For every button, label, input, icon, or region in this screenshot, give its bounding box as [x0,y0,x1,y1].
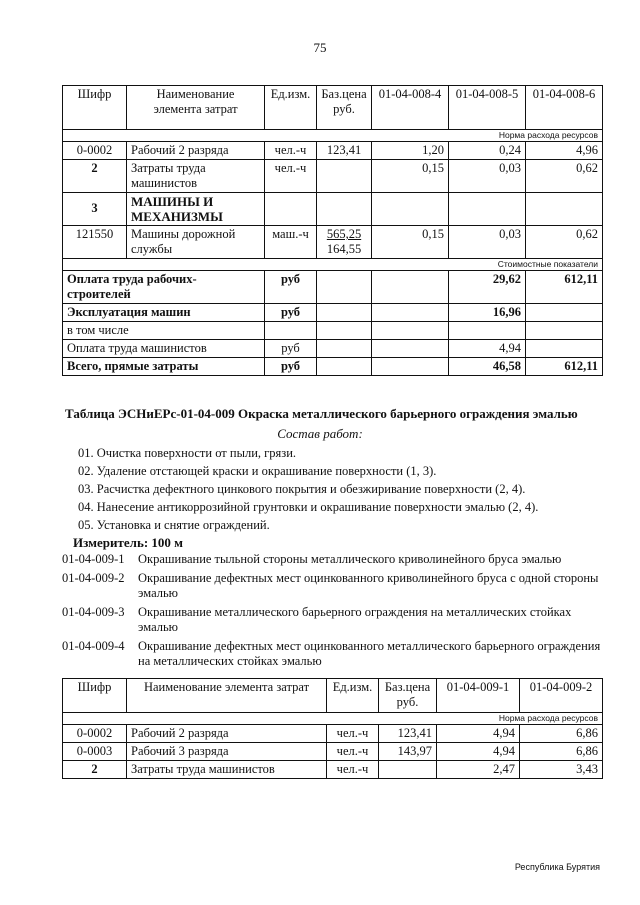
table-row [63,142,603,160]
cost-value-2: 29,62 [449,271,526,304]
row-value-1: 4,94 [437,725,520,743]
list-item: 01. Очистка поверхности от пыли, грязи. [78,446,297,460]
cost-unit: руб [265,271,317,304]
code-description: Окрашивание дефектных мест оцинкованного криволинейного бруса с одной стороны эмалью [138,571,599,600]
cost-row [63,271,603,304]
row-price: 123,41 [379,725,437,743]
section-heading: Таблица ЭСНиЕРс-01-04-009 Окраска металлического барьерного ограждения эмалью [65,406,578,421]
row-price: 123,41 [317,142,372,160]
page-number: 75 [313,40,327,55]
row-code: 121550 [63,226,127,259]
table-row [63,725,603,743]
cost-row [63,340,603,358]
row-value-3: 0,62 [526,160,603,193]
row-name: Машины дорожной службы [127,226,265,259]
header-price: Баз.цена руб. [317,86,372,130]
header-unit: Ед.изм. [327,679,379,713]
header-col2: 01-04-009-2 [520,679,603,713]
header-col2: 01-04-008-5 [449,86,526,130]
header-name: Наименование элемента затрат [127,679,327,713]
row-code: 0-0003 [63,743,127,761]
table-row [63,743,603,761]
machines-code: 3 [63,193,127,226]
row-code: 0-0002 [63,725,127,743]
row-name: Затраты труда машинистов [127,761,327,779]
row-name: Рабочий 2 разряда [127,142,265,160]
row-price [317,226,372,259]
cost-value-3: 612,11 [526,358,603,376]
cost-value-2: 46,58 [449,358,526,376]
row-value-1: 0,15 [372,160,449,193]
cost-unit: руб [265,358,317,376]
footer-region: Республика Бурятия [514,862,600,872]
row-unit: чел.-ч [265,160,317,193]
price-value: 565,25 [326,227,362,241]
header-unit: Ед.изм. [265,86,317,130]
cost-row [63,358,603,376]
code-item [62,571,602,601]
list-item: 03. Расчистка дефектного цинкового покрытия и обезжиривание поверхности (2, 4). [78,482,526,496]
work-list [78,444,538,534]
resource-table-1 [62,85,603,376]
table-row [63,226,603,259]
table-header-row [63,679,603,713]
header-col1: 01-04-008-4 [372,86,449,130]
list-item: 04. Нанесение антикоррозийной грунтовки и окрашивание поверхности эмалью (2, 4). [78,500,539,514]
row-value-3: 0,62 [526,226,603,259]
subheader-row [63,713,603,725]
subheader-resources: Норма расхода ресурсов [63,130,603,142]
row-name: Рабочий 3 разряда [127,743,327,761]
measurer-label: Измеритель: 100 м [73,535,184,550]
header-code: Шифр [63,86,127,130]
code-number: 01-04-009-4 [62,639,125,653]
subheader-resources: Норма расхода ресурсов [63,713,603,725]
subheader-row [63,130,603,142]
cost-row [63,304,603,322]
header-price: Баз.цена руб. [379,679,437,713]
header-col3: 01-04-008-6 [526,86,603,130]
table-header-row [63,86,603,130]
list-item: 02. Удаление отстающей краски и окрашивание поверхности (1, 3). [78,464,437,478]
row-unit: маш.-ч [265,226,317,259]
cost-unit [265,322,317,340]
list-item: 05. Установка и снятие ограждений. [78,518,270,532]
header-name: Наименование элемента затрат [127,86,265,130]
cost-value-3: 612,11 [526,271,603,304]
code-item [62,552,602,567]
subheader-row [63,259,603,271]
section-subtitle: Состав работ: [277,426,363,441]
row-name: Рабочий 2 разряда [127,725,327,743]
cost-unit: руб [265,304,317,322]
row-code: 0-0002 [63,142,127,160]
cost-value-3 [526,304,603,322]
row-unit: чел.-ч [327,725,379,743]
code-item [62,639,602,669]
row-code: 2 [63,761,127,779]
cost-value-3 [526,340,603,358]
cost-value-2 [449,322,526,340]
cost-name: Всего, прямые затраты [63,358,265,376]
row-value-2: 6,86 [520,743,603,761]
row-value-2: 0,03 [449,226,526,259]
row-value-3: 4,96 [526,142,603,160]
header-col1: 01-04-009-1 [437,679,520,713]
cost-name: в том числе [63,322,265,340]
machines-title: МАШИНЫ И МЕХАНИЗМЫ [127,193,265,226]
cost-name: Эксплуатация машин [63,304,265,322]
row-price [379,761,437,779]
code-list [62,552,602,673]
row-value-1: 4,94 [437,743,520,761]
table-row [63,761,603,779]
row-value-1: 0,15 [372,226,449,259]
row-price: 143,97 [379,743,437,761]
cost-name: Оплата труда рабочих-строителей [63,271,265,304]
cost-value-2: 4,94 [449,340,526,358]
row-unit: чел.-ч [327,761,379,779]
row-name: Затраты труда машинистов [127,160,265,193]
row-code: 2 [63,160,127,193]
cost-row [63,322,603,340]
machines-section-row [63,193,603,226]
subheader-cost: Стоимостные показатели [63,259,603,271]
row-value-2: 3,43 [520,761,603,779]
resource-table-2 [62,678,603,779]
row-value-1: 1,20 [372,142,449,160]
code-number: 01-04-009-1 [62,552,125,566]
price-value: 164,55 [326,242,362,256]
header-code: Шифр [63,679,127,713]
row-value-2: 0,24 [449,142,526,160]
cost-name: Оплата труда машинистов [63,340,265,358]
cost-value-3 [526,322,603,340]
row-price [317,160,372,193]
code-number: 01-04-009-3 [62,605,125,619]
code-item [62,605,602,635]
row-value-2: 0,03 [449,160,526,193]
cost-value-2: 16,96 [449,304,526,322]
code-description: Окрашивание тыльной стороны металлического криволинейного бруса эмалью [138,552,562,566]
code-description: Окрашивание дефектных мест оцинкованного металлического барьерного ограждения на металлических стойках эмалью [138,639,601,668]
table-row [63,160,603,193]
row-value-2: 6,86 [520,725,603,743]
row-value-1: 2,47 [437,761,520,779]
code-number: 01-04-009-2 [62,571,125,585]
code-description: Окрашивание металлического барьерного ограждения на металлических стойках эмалью [138,605,572,634]
row-unit: чел.-ч [327,743,379,761]
row-unit: чел.-ч [265,142,317,160]
cost-unit: руб [265,340,317,358]
